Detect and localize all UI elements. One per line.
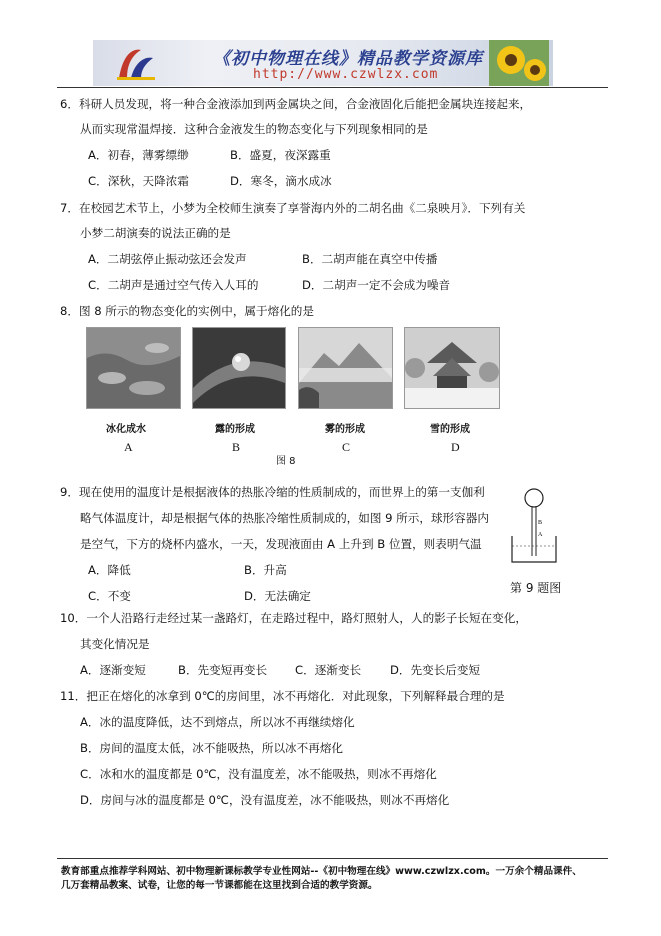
q11-option-d: D．房间与冰的温度都是 0℃，没有温度差，冰不能吸热，则冰不再熔化 xyxy=(80,793,450,807)
q10-stem-line2: 其变化情况是 xyxy=(80,637,150,651)
q8-letter-c: C xyxy=(342,440,351,454)
sunflower-icon xyxy=(489,40,549,86)
q8-caption-b: 露的形成 xyxy=(215,424,255,435)
q8-letter-a: A xyxy=(124,440,133,454)
q9-option-a: A．降低 xyxy=(88,563,131,577)
q10-option-d: D．先变长后变短 xyxy=(390,663,481,677)
dew-drop-photo xyxy=(192,327,286,409)
q8-caption-c: 雾的形成 xyxy=(325,424,365,435)
q11-stem: 11．把正在熔化的冰拿到 0℃的房间里，冰不再熔化．对此现象，下列解释最合理的是 xyxy=(60,689,505,703)
q9-option-c: C．不变 xyxy=(88,589,131,603)
snow-temple-photo xyxy=(404,327,500,409)
q11-option-a: A．冰的温度降低，达不到熔点，所以冰不再继续熔化 xyxy=(80,715,355,729)
gas-thermometer-diagram xyxy=(504,486,564,566)
q6-option-a: A．初春，薄雾缥缈 xyxy=(88,148,189,162)
q7-option-d: D．二胡声一定不会成为噪音 xyxy=(302,278,451,292)
q7-option-b: B．二胡声能在真空中传播 xyxy=(302,252,438,266)
q7-stem-line2: 小梦二胡演奏的说法正确的是 xyxy=(80,226,231,240)
q9-figure-label: 第 9 题图 xyxy=(510,581,562,595)
q7-option-a: A．二胡弦停止振动弦还会发声 xyxy=(88,252,247,266)
q8-caption-d: 雪的形成 xyxy=(430,424,470,435)
banner-title: 《初中物理在线》精品教学资源库 xyxy=(213,49,483,69)
q11-option-c: C．冰和水的温度都是 0℃，没有温度差，冰不能吸热，则冰不再熔化 xyxy=(80,767,437,781)
footer-line1: 教育部重点推荐学科网站、初中物理新课标教学专业性网站--《初中物理在线》www.czwlzx.com。一万余个精品课件、 xyxy=(61,866,582,877)
q8-stem: 8．图 8 所示的物态变化的实例中，属于熔化的是 xyxy=(60,304,314,318)
q9-option-d: D．无法确定 xyxy=(244,589,311,603)
q9-stem-line1: 9．现在使用的温度计是根据液体的热胀冷缩的性质制成的，而世界上的第一支伽利 xyxy=(60,485,485,499)
q9-option-b: B．升高 xyxy=(244,563,287,577)
ice-melting-photo xyxy=(86,327,181,409)
site-logo-icon xyxy=(113,44,157,82)
q9-stem-line3: 是空气，下方的烧杯内盛水，一天，发现液面由 A 上升到 B 位置，则表明气温 xyxy=(80,537,482,551)
label-b: B xyxy=(538,520,543,526)
q11-option-b: B．房间的温度太低，冰不能吸热，所以冰不再熔化 xyxy=(80,741,344,755)
q6-stem-line2: 从而实现常温焊接．这种合金液发生的物态变化与下列现象相同的是 xyxy=(80,122,428,136)
q10-option-b: B．先变短再变长 xyxy=(178,663,268,677)
q9-stem-line2: 略气体温度计，却是根据气体的热胀冷缩性质制成的，如图 9 所示，球形容器内 xyxy=(80,511,489,525)
q8-caption-a: 冰化成水 xyxy=(106,424,146,435)
q6-option-d: D．寒冬，滴水成冰 xyxy=(230,174,332,188)
q10-stem-line1: 10．一个人沿路行走经过某一盏路灯，在走路过程中，路灯照射人，人的影子长短在变化， xyxy=(60,611,527,625)
q6-option-c: C．深秋，天降浓霜 xyxy=(88,174,189,188)
header-rule xyxy=(57,87,608,88)
fog-mountain-photo xyxy=(298,327,393,409)
q8-figure-label: 图 8 xyxy=(276,456,296,467)
q7-option-c: C．二胡声是通过空气传入人耳的 xyxy=(88,278,259,292)
q10-option-a: A．逐渐变短 xyxy=(80,663,146,677)
header-banner xyxy=(93,40,553,86)
q6-option-b: B．盛夏，夜深露重 xyxy=(230,148,331,162)
footer-rule xyxy=(57,858,608,859)
q8-letter-d: D xyxy=(451,440,460,454)
q7-stem-line1: 7．在校园艺术节上，小梦为全校师生演奏了享誉海内外的二胡名曲《二泉映月》．下列有关 xyxy=(60,201,526,215)
banner-url: http://www.czwlzx.com xyxy=(253,67,439,82)
q6-stem-line1: 6．科研人员发现，将一种合金液添加到两金属块之间，合金液固化后能把金属块连接起来， xyxy=(60,97,532,111)
q10-option-c: C．逐渐变长 xyxy=(295,663,362,677)
footer-line2: 几万套精品教案、试卷，让您的每一节课都能在这里找到合适的教学资源。 xyxy=(61,880,378,891)
label-a: A xyxy=(538,532,543,538)
q8-letter-b: B xyxy=(232,440,241,454)
